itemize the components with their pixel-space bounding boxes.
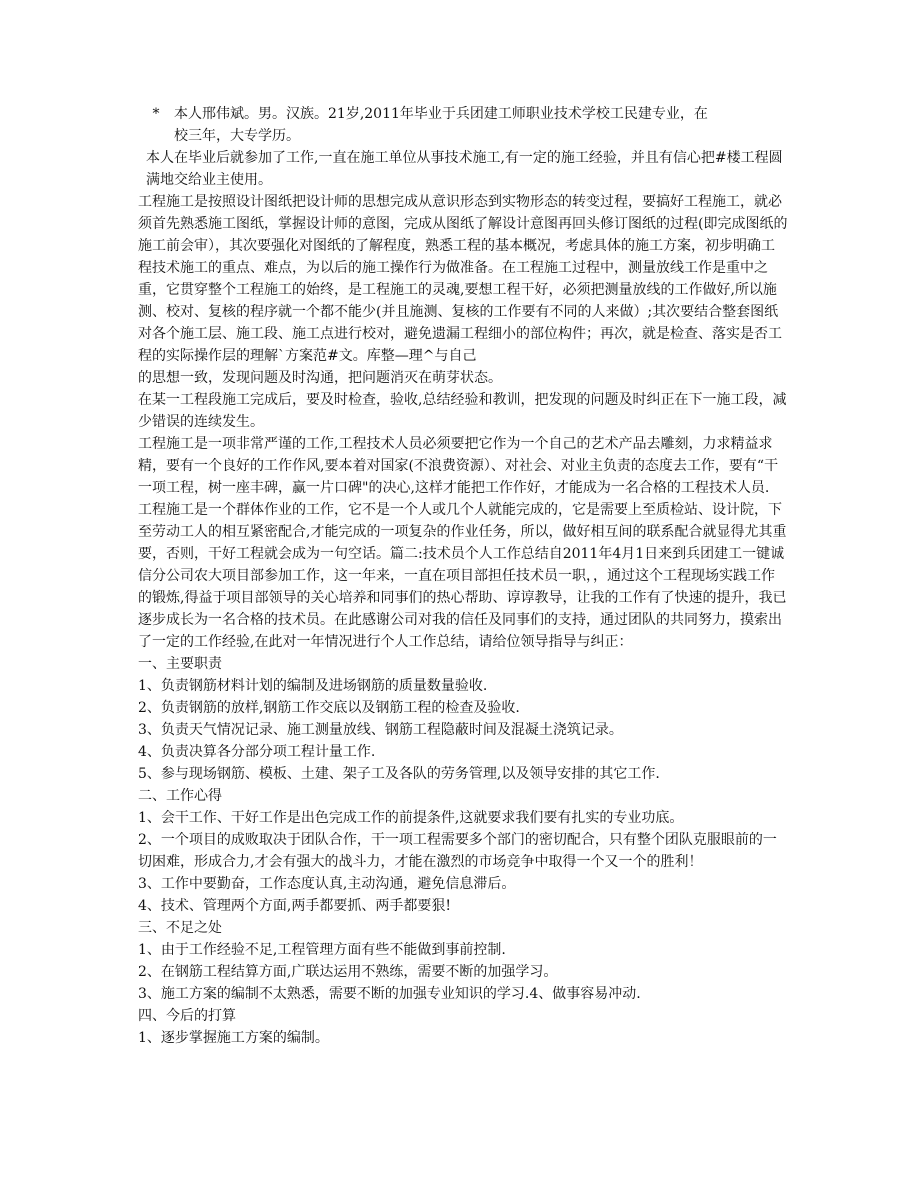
intro-item xyxy=(138,103,788,125)
intro-line-1: 本人邢伟斌。男。汉族。21岁,2011年毕业于兵团建工师职业技术学校工民建专业，在 xyxy=(174,106,708,122)
paragraph-inspection: 在某一工程段施工完成后，要及时检查，验收,总结经验和教训，把发现的问题及时纠正在下一施工段，减少错误的连续发生。 xyxy=(138,392,787,430)
section-heading-experience: 二、工作心得 xyxy=(138,788,222,804)
list-item: 1、逐步掌握施工方案的编制。 xyxy=(138,1030,329,1046)
paragraph-teamwork: 工程施工是一个群体作业的工作，它不是一个人或几个人就能完成的，它是需要上至质检站、设计院，下至劳动工人的相互紧密配合,才能完成的一项复杂的作业任务，所以，做好相互间的联系配合就显得尤其重要，否则，干好工程就会成为一句空话。篇二:技术员个人工作总结自2011年4月1日来到兵团建工一键诚信分公司农大项目部参加工作，这一年来，一直在项目部担任技术员一职，，通过这个工程现场实践工作的锻炼,得益于项目部领导的关心培养和同事们的热心帮助、谆谆教导，让我的工作有了快速的提升，我已逐步成长为一名合格的技术员。在此感谢公司对我的信任及同事们的支持，通过团队的共同努力，摸索出了一定的工作经验,在此对一年情况进行个人工作总结，请给位领导指导与纠正： xyxy=(138,502,787,650)
list-item: 3、工作中要勤奋，工作态度认真,主动沟通，避免信息滞后。 xyxy=(138,876,516,892)
list-item: 1、负责钢筋材料计划的编制及进场钢筋的质量数量验收. xyxy=(138,678,488,694)
list-item: 2、在钢筋工程结算方面,广联达运用不熟练，需要不断的加强学习。 xyxy=(138,964,558,980)
list-item: 2、负责钢筋的放样,钢筋工作交底以及钢筋工程的检查及验收. xyxy=(138,700,520,716)
intro-line-2: 校三年，大专学历。 xyxy=(174,128,300,144)
section-heading-duties: 一、主要职责 xyxy=(138,656,222,672)
paragraph-consistency: 的思想一致，发现问题及时沟通，把问题消灭在萌芽状态。 xyxy=(138,370,502,386)
list-item: 4、负责决算各分部分项工程计量工作. xyxy=(138,744,376,760)
paragraph-construction-drawings: 工程施工是按照设计图纸把设计师的思想完成从意识形态到实物形态的转变过程，要搞好工程施工，就必须首先熟悉施工图纸，掌握设计师的意图，完成从图纸了解设计意图再回头修订图纸的过程(即完成图纸的施工前会审），其次要强化对图纸的了解程度，熟悉工程的基本概况，考虑具体的施工方案，初步明确工程技术施工的重点、难点，为以后的施工操作行为做准备。在工程施工过程中，测量放线工作是重中之重，它贯穿整个工程施工的始终，是工程施工的灵魂,要想工程干好，必须把测量放线的工作做好,所以施测、校对、复核的程序就一个都不能少(并且施测、复核的工作要有不同的人来做）;其次要结合整套图纸对各个施工层、施工段、施工点进行校对，避免遗漏工程细小的部位构件；再次，就是检查、落实是否工程的实际操作层的理解`方案范#文。库整—理^与自己 xyxy=(138,194,788,364)
section-heading-plans: 四、今后的打算 xyxy=(138,1008,236,1024)
list-item: 2、一个项目的成败取决于团队合作，干一项工程需要多个部门的密切配合，只有整个团队克服眼前的一切困难，形成合力,才会有强大的战斗力，才能在激烈的市场竞争中取得一个又一个的胜利！ xyxy=(138,832,777,870)
list-item: 1、会干工作、干好工作是出色完成工作的前提条件,这就要求我们要有扎实的专业功底。 xyxy=(138,810,684,826)
list-item: 4、技术、管理两个方面,两手都要抓、两手都要狠! xyxy=(138,898,451,914)
list-item: 3、施工方案的编制不太熟悉，需要不断的加强专业知识的学习.4、做事容易冲动. xyxy=(138,986,641,1002)
list-item: 5、参与现场钢筋、模板、土建、架子工及各队的劳务管理,以及领导安排的其它工作. xyxy=(138,766,660,782)
section-heading-shortcomings: 三、不足之处 xyxy=(138,920,222,936)
paragraph-rigor: 工程施工是一项非常严谨的工作,工程技术人员必须要把它作为一个自己的艺术产品去雕刻，力求精益求精，要有一个良好的工作作风,要本着对国家(不浪费资源）、对社会、对业主负责的态度去工作，要有“干一项工程，树一座丰碑，赢一片口碑"的决心,这样才能把工作作好，才能成为一名合格的工程技术人员. xyxy=(138,436,779,496)
list-item: 1、由于工作经验不足,工程管理方面有些不能做到事前控制. xyxy=(138,942,506,958)
document-body xyxy=(138,103,788,1049)
bullet-marker: * xyxy=(152,106,160,122)
list-item: 3、负责天气情况记录、施工测量放线、钢筋工程隐蔽时间及混凝土浇筑记录。 xyxy=(138,722,623,738)
paragraph-experience: 本人在毕业后就参加了工作,一直在施工单位从事技术施工,有一定的施工经验，并且有信心把#楼工程圆满地交给业主使用。 xyxy=(146,150,783,188)
